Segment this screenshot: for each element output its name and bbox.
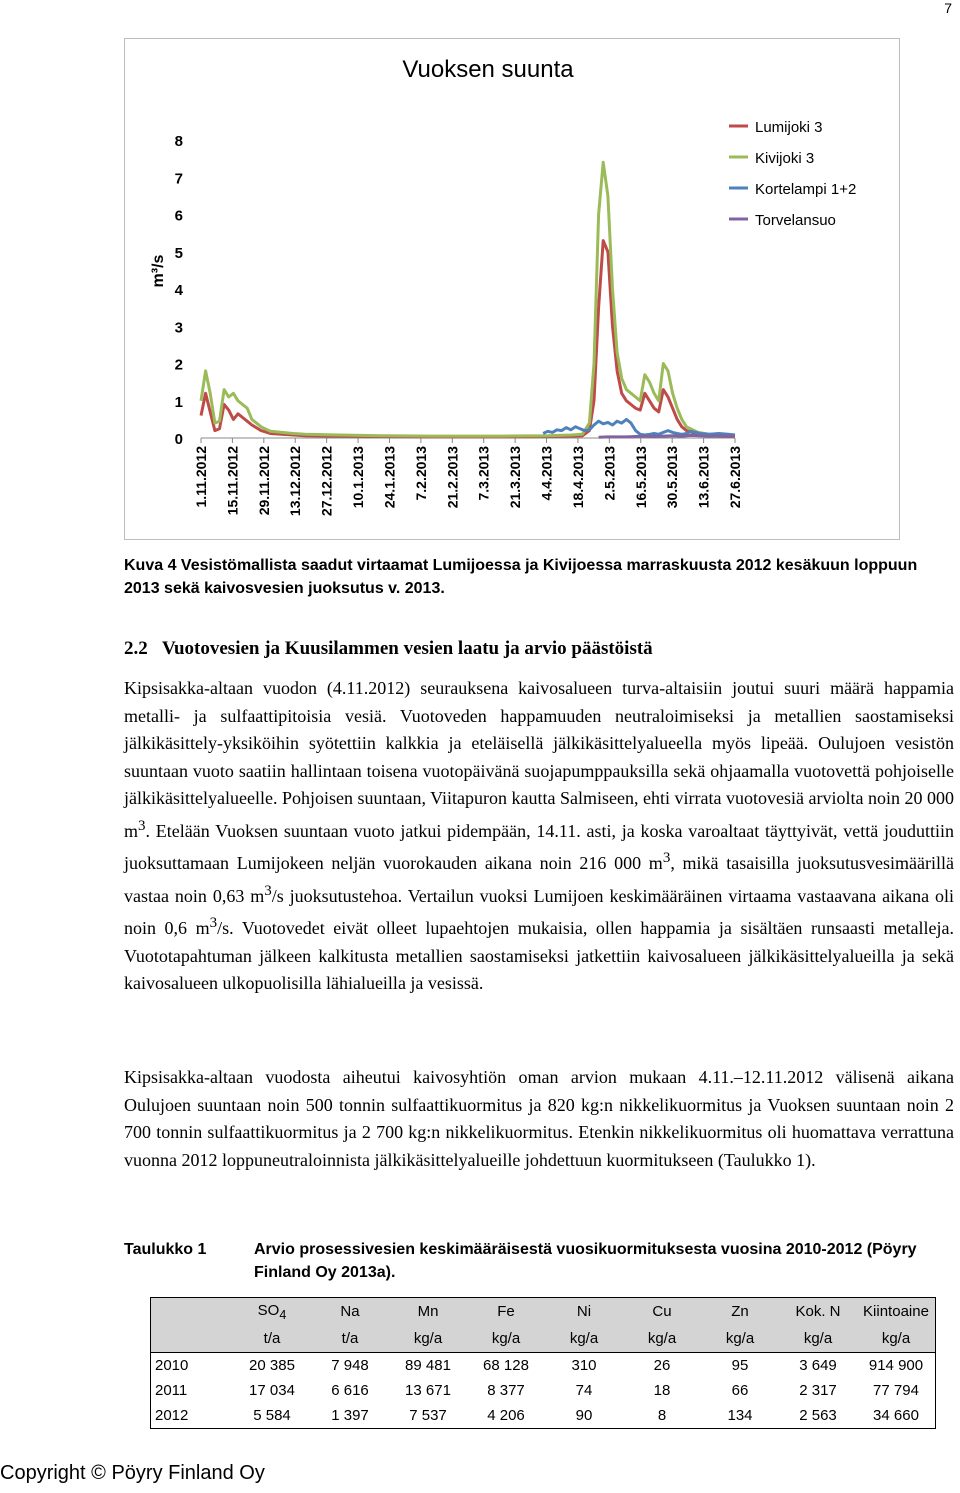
x-tick-label: 29.11.2012 — [255, 446, 272, 516]
header-cell: Fe — [467, 1298, 545, 1326]
text-run: Kipsisakka-altaan vuodon (4.11.2012) seurauksena kaivosalueen turva-altaisiin joutui suuri määrä happamia metalli- ja sulfaattipitoisia vesiä. Vuotoveden happamuuden neutraloimiseksi ja metallien saostamiseksi jälkikäsittely-yksiköihin syötettiin kalkkia ja eteläisellä jälkikäsittelyalueella myös lipeää. Oulujoen vesistön suuntaan vuoto saatiin hallintaan toisena vuotopäivänä suojapumppauksilla sekä ohjaamalla vuotovettä pohjoiselle jälkikäsittelyalueelle. Pohjoisen suuntaan, Viitapuron kautta Salmiseen, ehti virrata vuotovesiä arviolta noin 20 000 m — [124, 678, 954, 841]
x-tick-label: 7.3.2013 — [475, 446, 492, 501]
value-cell: 18 — [653, 1382, 671, 1399]
value-cell: 66 — [731, 1382, 749, 1399]
figure-caption: Kuva 4 Vesistömallista saadut virtaamat Lumijoessa ja Kivijoessa marraskuusta 2012 kesäkuun loppuun 2013 sekä kaivosvesien juoksutus v. 2013. — [124, 557, 918, 597]
series-line-3 — [599, 435, 735, 437]
x-tick-label: 10.1.2013 — [350, 446, 367, 509]
series-line-1 — [201, 162, 735, 436]
value-cell: 17 034 — [249, 1382, 295, 1399]
x-tick-label: 21.3.2013 — [507, 446, 524, 509]
table-body — [151, 1353, 936, 1429]
x-tick-label: 27.12.2012 — [318, 446, 335, 517]
value-cell: 914 900 — [857, 1353, 936, 1379]
year-cell: 2011 — [155, 1382, 188, 1399]
series-line-0 — [201, 241, 735, 437]
header-cell: Kok. N — [779, 1298, 857, 1326]
section-heading — [124, 638, 954, 660]
header-label: SO — [257, 1301, 280, 1319]
x-tick-label: 21.2.2013 — [444, 446, 461, 509]
value-cell: 7 537 — [409, 1407, 447, 1424]
header-cell: Na — [311, 1298, 389, 1326]
unit-cell: kg/a — [545, 1325, 623, 1353]
table-header-row — [151, 1298, 936, 1326]
unit-cell: kg/a — [623, 1325, 701, 1353]
value-cell: 20 385 — [233, 1353, 311, 1379]
year-cell: 2012 — [155, 1407, 189, 1424]
section-title: Vuotovesien ja Kuusilammen vesien laatu ja arvio päästöistä — [162, 638, 653, 659]
unit-cell-empty — [151, 1325, 234, 1353]
value-cell: 1 397 — [331, 1407, 369, 1424]
legend-label: Kivijoki 3 — [755, 150, 815, 167]
header-cell: Cu — [623, 1298, 701, 1326]
unit-cell: t/a — [311, 1325, 389, 1353]
y-tick-label: 1 — [174, 393, 183, 411]
paragraph-leak — [124, 675, 954, 998]
legend-label: Kortelampi 1+2 — [755, 181, 857, 198]
value-cell: 3 649 — [779, 1353, 857, 1379]
value-cell: 5 584 — [253, 1407, 291, 1424]
x-tick-label: 18.4.2013 — [569, 446, 586, 509]
page-number: 7 — [944, 0, 952, 16]
value-cell: 90 — [575, 1407, 593, 1424]
y-tick-label: 0 — [174, 431, 183, 448]
table-label: Taulukko 1 — [124, 1241, 207, 1258]
x-tick-label: 24.1.2013 — [381, 446, 398, 509]
table-title: Arvio prosessivesien keskimääräisestä vuosikuormituksesta vuosina 2010-2012 (Pöyry Finland Oy 2013a). — [254, 1241, 917, 1281]
superscript: 3 — [209, 915, 218, 931]
value-cell: 134 — [727, 1407, 753, 1424]
y-tick-label: 2 — [174, 356, 183, 374]
y-tick-label: 3 — [174, 319, 183, 337]
section-number: 2.2 — [124, 638, 148, 659]
value-cell: 8 377 — [487, 1382, 525, 1399]
value-cell: 77 794 — [873, 1382, 919, 1399]
y-tick-label: 5 — [174, 244, 183, 262]
value-cell: 74 — [575, 1382, 593, 1399]
y-tick-label: 6 — [174, 207, 183, 225]
value-cell: 34 660 — [873, 1407, 919, 1424]
superscript: 3 — [264, 882, 272, 899]
value-cell: 13 671 — [405, 1382, 451, 1399]
header-cell: Ni — [545, 1298, 623, 1326]
unit-cell: kg/a — [779, 1325, 857, 1353]
copyright-notice: Copyright © Pöyry Finland Oy — [0, 1462, 265, 1484]
value-cell: 7 948 — [311, 1353, 389, 1379]
unit-cell: kg/a — [857, 1325, 936, 1353]
legend-label: Torvelansuo — [755, 212, 836, 229]
x-tick-label: 16.5.2013 — [632, 446, 649, 509]
table-row — [151, 1403, 936, 1429]
header-cell: Mn — [389, 1298, 467, 1326]
superscript: 3 — [662, 850, 671, 866]
text-run: , mikä tasaisilla juoksutusvesimäärillä vastaa noin 0,63 m — [124, 853, 954, 906]
emissions-table — [150, 1297, 936, 1429]
x-tick-label: 13.12.2012 — [287, 446, 304, 517]
unit-cell: kg/a — [701, 1325, 779, 1353]
table-units-row — [151, 1325, 936, 1353]
chart-title: Vuoksen suunta — [402, 56, 574, 83]
value-cell: 26 — [623, 1353, 701, 1379]
header-cell: Kiintoaine — [857, 1298, 936, 1326]
value-cell: 310 — [545, 1353, 623, 1379]
value-cell: 95 — [701, 1353, 779, 1379]
x-tick-label: 7.2.2013 — [412, 446, 429, 501]
superscript: 3 — [138, 817, 146, 834]
year-cell: 2010 — [151, 1353, 234, 1379]
x-tick-label: 27.6.2013 — [727, 446, 743, 509]
y-axis-label: m³/s — [150, 254, 167, 288]
x-tick-label: 1.11.2012 — [193, 446, 209, 508]
x-tick-label: 4.4.2013 — [538, 446, 555, 501]
x-tick-label: 30.5.2013 — [664, 446, 681, 509]
table-row — [151, 1378, 936, 1403]
x-tick-label: 13.6.2013 — [695, 446, 712, 509]
text-run: /s juoksutustehoa. Vertailun vuoksi Lumijoen keskimääräinen virtaama vastaavana aikana oli noin 0,6 m — [124, 885, 954, 938]
paragraph-emissions: Kipsisakka-altaan vuodosta aiheutui kaivosyhtiön oman arvion mukaan 4.11.–12.11.2012 välisenä aikana Oulujoen suuntaan noin 500 tonnin sulfaattikuormitus ja 820 kg:n nikkelikuormitus ja Vuoksen suuntaan noin 2 700 tonnin sulfaattikuormitus ja 2 700 kg:n nikkelikuormitus. Etenkin nikkelikuormitus oli huomattava verrattuna vuonna 2012 loppuneutraloinnista jälkikäsittelyalueille johdettuun kuormitukseen (Taulukko 1). — [124, 1067, 954, 1170]
header-cell: Zn — [701, 1298, 779, 1326]
flow-chart — [124, 38, 900, 540]
value-cell: 89 481 — [389, 1353, 467, 1379]
y-tick-label: 8 — [174, 133, 183, 150]
text-run: /s. Vuotovedet eivät olleet lupaehtojen mukaisia, ollen happamia ja sisältäen runsaasti metalleja. Vuototapahtuman jälkeen kalkitusta metallien saostamiseksi jatkettiin kaivosalueen jälkikäsittelyalueilla ja sekä kaivosalueen ulkopuolisilla lähialueilla ja vesissä. — [124, 918, 954, 993]
text-run: . Etelään Vuoksen suuntaan vuoto jatkui pidempään, 14.11. asti, ja koska varoaltaat täyttyivät, vettä jouduttiin juoksuttamaan Lumijokeen neljän vuorokauden aikana noin 216 000 m — [124, 820, 954, 873]
unit-cell: kg/a — [389, 1325, 467, 1353]
value-cell: 4 206 — [487, 1407, 525, 1424]
value-cell: 2 563 — [799, 1407, 837, 1424]
subscript: 4 — [279, 1307, 287, 1322]
header-cell — [233, 1298, 311, 1326]
header-cell-empty — [151, 1298, 234, 1326]
x-tick-label: 2.5.2013 — [601, 445, 618, 501]
unit-cell: kg/a — [467, 1325, 545, 1353]
value-cell: 2 317 — [799, 1382, 837, 1399]
chart-svg — [125, 39, 901, 541]
table-row — [151, 1353, 936, 1379]
value-cell: 6 616 — [331, 1382, 369, 1399]
x-tick-label: 15.11.2012 — [224, 446, 241, 516]
unit-cell: t/a — [233, 1325, 311, 1353]
y-tick-label: 7 — [174, 170, 183, 188]
value-cell: 68 128 — [467, 1353, 545, 1379]
value-cell: 8 — [657, 1407, 667, 1424]
y-tick-label: 4 — [174, 282, 183, 299]
legend-label: Lumijoki 3 — [755, 119, 823, 136]
series-line-2 — [543, 419, 735, 435]
